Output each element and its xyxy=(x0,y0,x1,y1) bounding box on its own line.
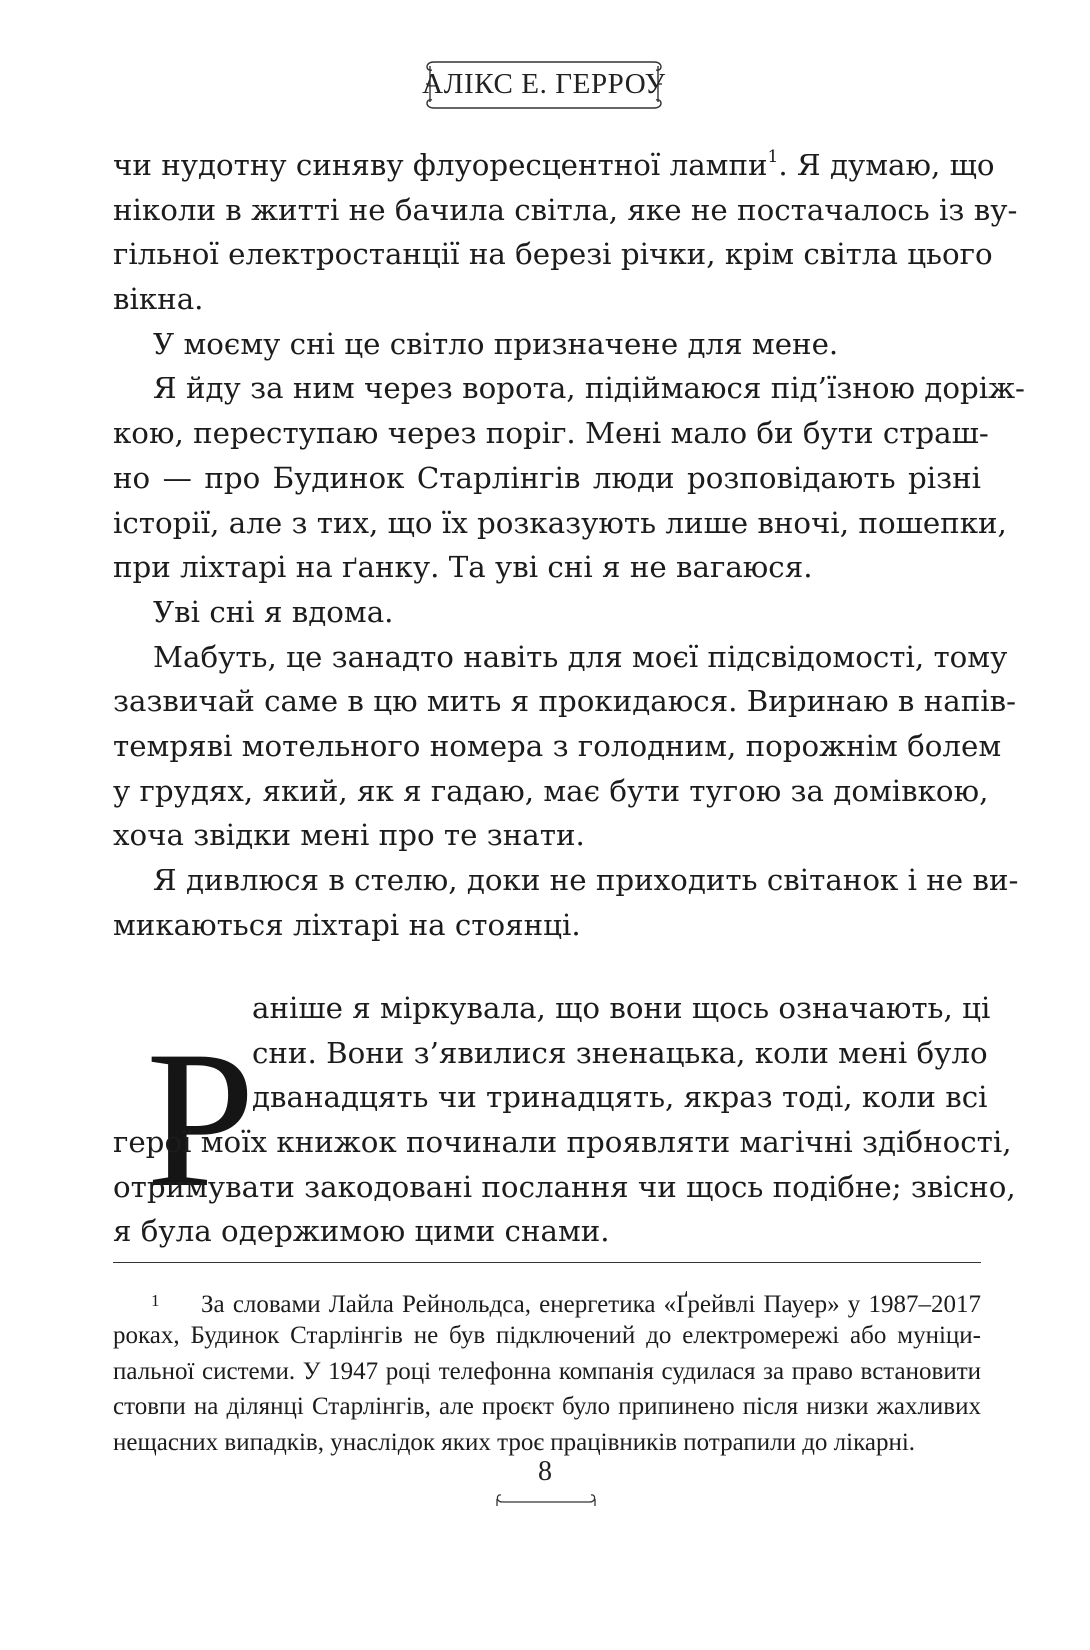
text-line: хоча звідки мені про те знати. xyxy=(113,818,585,853)
text-line: аніше я міркувала, що вони щось означають, ці xyxy=(252,991,991,1025)
text-line: Я дивлюся в стелю, доки не приходить світанок і не ви- xyxy=(153,863,1019,897)
text-line: но — про Будинок Старлінгів люди розповідають різні xyxy=(113,460,981,495)
body-text xyxy=(113,143,1025,947)
text-line: ніколи в житті не бачила світла, яке не постачалось із ву- xyxy=(113,192,1018,227)
text-line: отримувати закодовані послання чи щось подібне; звісно, xyxy=(113,1169,1016,1204)
text-line-fragment: . Я думаю, що xyxy=(778,148,995,182)
text-line: вікна. xyxy=(113,282,204,317)
text-line: Мабуть, це занадто навіть для моєї підсвідомості, тому xyxy=(153,639,1008,674)
text-line: темряві мотельного номера з голодним, порожнім болем xyxy=(113,728,1002,763)
footnote-number: 1 xyxy=(151,1291,160,1310)
footnote xyxy=(113,1283,981,1460)
footnote-line xyxy=(113,1283,981,1318)
text-line: кою, переступаю через поріг. Мені мало би бути страш- xyxy=(113,416,989,451)
footnote-line: стовпи на ділянці Старлінгів, але проєкт було припинено після низки жахливих xyxy=(113,1393,981,1421)
text-line: історії, але з тих, що їх розказують лише вночі, пошепки, xyxy=(113,505,1007,540)
drop-cap-lines xyxy=(252,986,991,1120)
section2-text xyxy=(113,1120,1016,1254)
text-line: герої моїх книжок починали проявляти магічні здібності, xyxy=(113,1125,1012,1159)
text-line-fragment: чи нудотну синяву флуоресцентної лампи xyxy=(113,148,768,182)
running-header-title: АЛІКС Е. ГЕРРОУ xyxy=(422,68,666,100)
running-header xyxy=(420,54,668,116)
text-line: я була одержимою цими снами. xyxy=(113,1214,610,1249)
paragraph: Уві сні я вдома. xyxy=(153,594,394,629)
text-line: сни. Вони з’явилися зненацька, коли мені було xyxy=(252,1035,988,1070)
footnote-line-text: За словами Лайла Рейнольдса, енергетика «Ґрейвлі Пауер» у 1987–2017 xyxy=(201,1291,981,1318)
footnote-divider xyxy=(113,1262,981,1263)
text-line: гільної електростанції на березі річки, крім світла цього xyxy=(113,237,993,272)
paragraph: У моєму сні це світло призначене для мене. xyxy=(153,326,839,361)
text-line xyxy=(113,143,995,188)
text-line: при ліхтарі на ґанку. Та уві сні я не вагаюся. xyxy=(113,550,813,585)
text-line: у грудях, який, як я гадаю, має бути тугою за домівкою, xyxy=(113,773,989,808)
footnote-line: роках, Будинок Старлінгів не був підключений до електромережі або муніци- xyxy=(113,1322,981,1350)
text-line: дванадцять чи тринадцять, якраз тоді, коли всі xyxy=(252,1080,988,1115)
page-number-ornament xyxy=(494,1490,598,1510)
footnote-reference[interactable]: 1 xyxy=(767,147,779,167)
text-line: зазвичай саме в цю мить я прокидаюся. Виринаю в напів- xyxy=(113,684,1016,719)
footnote-line: нещасних випадків, унаслідок яких троє працівників потрапили до лікарні. xyxy=(113,1428,916,1456)
drop-cap: Р xyxy=(146,1011,256,1228)
text-line: Я йду за ним через ворота, підіймаюся під’їзною доріж- xyxy=(153,371,1025,406)
text-line: микаються ліхтарі на стоянці. xyxy=(113,907,581,942)
footnote-line: пальної системи. У 1947 році телефонна компанія судилася за право встановити xyxy=(113,1357,981,1385)
page-number: 8 xyxy=(538,1456,552,1487)
